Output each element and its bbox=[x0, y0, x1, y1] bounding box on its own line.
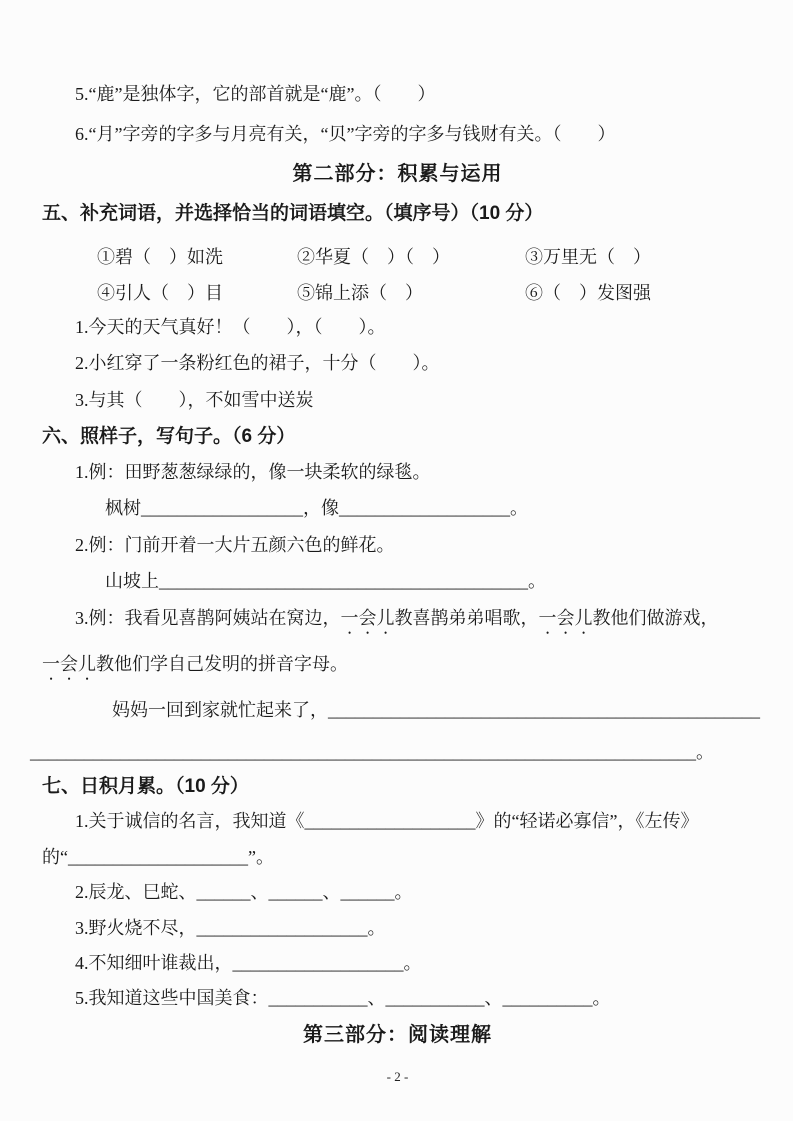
part2-heading: 第二部分：积累与运用 bbox=[292, 163, 503, 185]
section6-example-2: 2.例：门前开着一大片五颜六色的鲜花。 bbox=[75, 535, 395, 555]
example-3-emphasized-text: 一会儿 bbox=[538, 608, 593, 628]
section7-question-4: 4.不知细叶谁裁出，___________________。 bbox=[75, 953, 422, 973]
word-bank-item-3: ③万里无（ ） bbox=[525, 247, 651, 267]
section6-answer-line-1: 枫树__________________，像___________________。 bbox=[105, 498, 528, 518]
part3-heading: 第三部分：阅读理解 bbox=[303, 1024, 492, 1046]
word-bank-item-5: ⑤锦上添（ ） bbox=[297, 283, 423, 303]
word-bank bbox=[97, 247, 753, 303]
section6-example-1: 1.例：田野葱葱绿绿的，像一块柔软的绿毯。 bbox=[75, 462, 431, 482]
section6-answer-line-3b: __________________________________________________________________________。 bbox=[30, 742, 714, 762]
true-false-item-6: 6.“月”字旁的字多与月亮有关，“贝”字旁的字多与钱财有关。（ ） bbox=[75, 124, 616, 144]
true-false-item-5: 5.“鹿”是独体字，它的部首就是“鹿”。（ ） bbox=[75, 84, 436, 104]
section6-title: 六、照样子，写句子。（6 分） bbox=[42, 426, 296, 447]
section5-question-3: 3.与其（ ），不如雪中送炭 bbox=[75, 390, 314, 410]
example-3-text: 教喜鹊弟弟唱歌， bbox=[394, 608, 539, 628]
section6-answer-line-3a: 妈妈一回到家就忙起来了，________________________________________________ bbox=[112, 700, 760, 720]
word-bank-item-4: ④引人（ ）目 bbox=[97, 283, 223, 303]
section7-question-5: 5.我知道这些中国美食：___________、___________、__________。 bbox=[75, 988, 611, 1008]
section7-title: 七、日积月累。（10 分） bbox=[42, 776, 249, 797]
section6-example-3-line-2 bbox=[42, 654, 753, 684]
example-3-emphasized-text: 一会儿 bbox=[42, 654, 96, 674]
section7-question-1-line-2: 的“____________________”。 bbox=[42, 847, 274, 867]
section5-question-1: 1.今天的天气真好！（ ），（ ）。 bbox=[75, 317, 386, 337]
section7-question-2: 2.辰龙、巳蛇、______、______、______。 bbox=[75, 882, 413, 902]
example-3-text: 教他们做游戏， bbox=[592, 608, 719, 628]
section7-question-3: 3.野火烧不尽，___________________。 bbox=[75, 918, 386, 938]
word-bank-item-2: ②华夏（ ）（ ） bbox=[297, 247, 450, 267]
section5-title: 五、补充词语，并选择恰当的词语填空。（填序号）（10 分） bbox=[42, 203, 544, 224]
section6-answer-line-2: 山坡上_________________________________________。 bbox=[105, 571, 546, 591]
section5-question-2: 2.小红穿了一条粉红色的裙子，十分（ ）。 bbox=[75, 353, 440, 373]
word-bank-item-6: ⑥（ ）发图强 bbox=[525, 283, 651, 303]
section6-example-3-line-1 bbox=[75, 608, 753, 638]
example-3-emphasized-text: 一会儿 bbox=[340, 608, 395, 628]
section7-question-1-line-1: 1.关于诚信的名言，我知道《___________________》的“轻诺必寡信”，《左传》 bbox=[75, 811, 699, 831]
example-3-text: 3.例：我看见喜鹊阿姨站在窝边， bbox=[75, 608, 341, 628]
page-number: - 2 - bbox=[386, 1069, 409, 1084]
word-bank-item-1: ①碧（ ）如洗 bbox=[97, 247, 223, 267]
example-3-text: 教他们学自己发明的拼音字母。 bbox=[96, 654, 348, 674]
